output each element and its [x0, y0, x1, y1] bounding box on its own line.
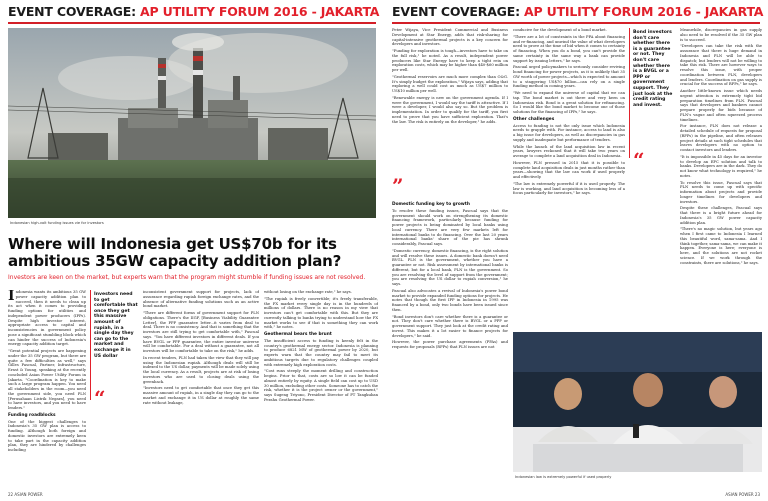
paragraph: While the launch of the land acquisition law in recent years, lawyers reckoned that it will take two years on average to complete a land acquisition deal in Indonesia. [513, 144, 625, 158]
paragraph: To resolve these funding issues, Pascual says that the government should work on strengthening its domestic financing framework, particularly because funding for power projects is being dominated by local banks using local currency. There are very few markets left for international banks to do financing. Over the last 20 years international banks' share of the pie has shrunk considerably, Pascual says. [392, 208, 508, 246]
paragraph: "Geothermal reservoirs are much more complex than O&G. It's simply budget the exploration," Wijaya says, adding that exploring a well could cost as much as US$7 million to US$10 million per well. [392, 74, 508, 93]
paragraph: "There are a lot of constraints in the PPA about financing and re-financing, and unwind the value of what developers need to prove at the time of bid when it comes to certainty of financing. When you do a bond, you can't provide the same certainty in the same way a bank can provide support by issuing letters," he says. [513, 34, 625, 63]
article-standfirst: Investors are keen on the market, but experts warn that the program might stumble if funding issues are not resolved. [8, 274, 366, 281]
paragraph: "It is impossible in 45 days for an investor to develop an EPC solution and talk to banks. Developers are in the dark. They do not know what technology is required," he notes. [680, 154, 762, 178]
article-column-2 [392, 200, 508, 488]
quote-mark-icon: “ [633, 148, 645, 172]
header-prefix: EVENT COVERAGE: [392, 4, 525, 19]
paragraph: Peter Wijaya, Vice President Commercial and Business Development at Star Energy, adds that risk-sharing for capital-intensive geothermal projects is a key concern for developers and investors. [392, 28, 508, 47]
paragraph: "Funding for exploration is tough—investors have to take on the full risk," he noted. As a result, independent power producers like Star Energy have to keep a tight rein on exploration costs, which may be higher than $40-$60 million per well. [392, 49, 508, 72]
article-column-4 [680, 28, 762, 328]
quote-mark-icon: “ [94, 386, 106, 410]
subheading: Other challenges [513, 116, 555, 122]
right-page [384, 0, 768, 501]
paragraph: Another little-known issue which needs urgent attention is extremely tight bid preparation timelines from PLN. Pascual says that developers and bankers cannot prepare properly for bids because of PLN's vague and often squeezed process timelines. [680, 89, 762, 122]
pull-quote: Investors need to get comfortable that once they get this massive amount of rupiah, in a single day they can go to the market and exchange it in US dollar [94, 292, 138, 359]
paragraph: The insufficient access to funding is keenly felt in the country's geothermal energy sector. Indonesia is planning to produce 6821 MW of geothermal power by 2020, but experts warn that the country may fail to meet its ambitious targets due to regulatory challenges coupled with extremely high exploration costs. [264, 338, 378, 367]
panel-discussion-illustration [513, 332, 762, 472]
header-rule [392, 22, 760, 24]
paragraph: For instance, PLN does not release a detailed schedule of requests for proposal (RFPs) in the pipeline, and often releases project details at such tight schedules that leaves developers with no option to contact investors and lenders. [680, 124, 762, 152]
paragraph: "The law is extremely powerful if it is used properly. The law is working, and land acquisition is becoming less of a focus particularly for investors," he says. [513, 181, 625, 196]
paragraph: To resolve this issue, Pascual says that PLN needs to come up with specific information about projects and provide longer timelines for developers and investors. [680, 180, 762, 204]
page-folio: 22 ASIAN POWER [8, 492, 43, 497]
paragraph: "Bond investors don't care whether there is a guarantee or not. They don't care whether there is BVGL or a PPP or government support. They just look at the credit rating and invest. This makes it a lot easier to finance projects for developers," he said. [392, 314, 508, 338]
pull-quote-rule [90, 290, 91, 400]
article-headline: Where will Indonesia get US$70b for its ambitious 35GW capacity addition plan? [8, 235, 342, 270]
header-rule [8, 22, 376, 24]
panel-photo [513, 332, 762, 472]
pull-quote: Bond investors don't care whether there is a guarantee or not. They don't care whether there is a BVGL or a PPP or government support. They just look at the credit rating and invest. [633, 30, 673, 108]
header-prefix: EVENT COVERAGE: [8, 4, 141, 19]
paragraph: "There are different forms of government support for PLN obligations. There's the IIGF, [Business Viability Guarantee Letter], the PPP guarantee letter...it varies from deal to deal. There is no consistency. And that is something that the investors are still trying to get comfortable with," Pascual says. "You have different investors in different deals. If you have BVGL or PPP guarantee, the entire investor universe will be comfortable. For a deal without a guarantee, not all investors will be comfortable to take on the risk," he adds. [143, 311, 259, 353]
page-folio: ASIAN POWER 23 [725, 492, 760, 497]
pull-quote-rule [629, 28, 630, 158]
paragraph: In recent tenders, PLN had taken the view that they will pay using the Indonesian rupiah. Although deals will still be indexed to the US dollar, payments will be made solely using the local currency. As a result, projects are at risk of losing investors who are used to closing deals using the greenback. [143, 355, 259, 384]
subheading: Funding roadblocks [8, 412, 56, 418]
power-plant-illustration [8, 28, 376, 218]
paragraph: without losing on the exchange rate," he says. [264, 290, 352, 294]
paragraph: However, the power purchase agreements (PPAs) and requests for proposals (RFPs) that PLN issues are not [392, 340, 508, 349]
section-header [392, 4, 764, 20]
subheading: Domestic funding key to growth [392, 202, 470, 207]
subheading: Geothermal bears the brunt [264, 332, 332, 337]
quote-mark-icon: ” [392, 174, 404, 198]
paragraph: "Great potential projects are happening under the 35 GW program, but there are quite a few difficulties as well," says Gilles Pascual, Partner, Infrastructure, Ernst & Young, speaking at the recently concluded Asian Power Utility Forum in Jakarta. "Coordination is key to make such a large program happen. You need all stakeholders in the room—you need the government side, you need PLN [Perusahaan Listrik Negara], you need to have investors, and you need to have lenders." [8, 349, 86, 410]
photo-caption: Indonesian high-volt funding issues vie for investors [10, 221, 104, 225]
paragraph: "The rupiah is freely convertible; it's freely transferable, the FX market every single day is in the hundreds of millions of dollars. There is no reason in my view that investors can't get comfortable with this. But they are currently talking to banks trying to understand how the FX market works to see if that is something they can work with," he notes. [264, 296, 378, 330]
article-column-1 [8, 290, 86, 486]
paragraph: "There's no magic solution, but years ago when I first came to Indonesia I learned this beautiful word, sama-sama. And I think together, sama-sama, we can make it happen. Everyone is here; everyone is here, and the solutions are not rocket science. If we work through the constraints, there are solutions," he says. [680, 227, 762, 265]
paragraph: However, PLN pressed in 2015 that it is possible to complete land acquisition deals in just months rather than years—showing that the law can work if used properly and effectively. [513, 160, 625, 179]
header-event: AP UTILITY FORUM 2016 - JAKARTA [140, 4, 380, 19]
paragraph: Pascual also advocates a revival of Indonesia's power bond market to provide expanded funding options for projects. He notes that though the first IPP in Indonesia in 1995 was financed by a bond, only two bonds have been issued since then. [392, 288, 508, 312]
paragraph: "Investors need to get comfortable that once they get this massive amount of rupiah, in a single day they can go to the market and exchange it in US dollar at roughly the same rate without leakage, [143, 386, 259, 405]
drop-cap: I [8, 290, 15, 304]
article-column-2 [143, 290, 259, 486]
paragraph: Access to funding is not the only issue which Indonesia needs to grapple with. For instance, access to land is also a big issue for developers, as well as discrepancies in gas supply and inadequate but performance of tenders. [513, 123, 625, 142]
power-plant-photo [8, 28, 376, 218]
header-event: AP UTILITY FORUM 2016 - JAKARTA [524, 4, 764, 19]
paragraph: Meanwhile, discrepancies in gas supply also need to be resolved if the 35 GW plan is to succeed. [680, 28, 762, 42]
paragraph: One of the biggest challenges to Indonesia's 35 GW plan is access to funding. Although both foreign and domestic investors are extremely keen to take part in the capacity addition plan, they are hindered by challenges including [8, 419, 86, 452]
paragraph: ndonesia wants its ambitious 35 GW power capacity addition plan to succeed, then it needs to clean up its act when it comes to providing funding options for utilities and independent power producers (IPPs). Despite high investor interest, appropriate access to capital and inconsistencies in government policy pose a significant stumbling block which can hinder the success of Indonesia's energy capacity addition target. [8, 290, 86, 347]
paragraph: Pascual urged policymakers to seriously consider reviving bond financing for power projects, as it is unlikely that 35 GW worth of power projects—which is expected to amount to a staggering US$70 billion—can rely on a single funding method in coming years. [513, 65, 625, 89]
paragraph: "Renewable energy is new on the government agenda. If I were the government, I would say the tariff is attractive. If I were a developer, I would also say so. But the problem is implementation. In order to qualify for the tariff, you first need to prove that you have sufficient exploration. That's the law. The risk is entirely on the developer," he adds. [392, 95, 508, 124]
paragraph: "Developers can take the risk with the assurance that there is huge demand in Indonesia and PLN will be able to dispatch; but lenders will not be willing to take this risk. There are however ways to resolve this issue, with proper coordination between PLN, developers and lenders. Coordination on gas supply is crucial for the success of RFPs," he says. [680, 44, 762, 87]
paragraph: "Cost runs steeply the moment drilling and construction begins. Prior to that, costs are so low it can be funded almost entirely by equity. A single field can cost up to USD 30 million, excluding other costs. Someone has to catch the risk, whether it is the project owner or the government," says Sugeng Triyono, President Director of PT Tangkuban Perahu Geothermal Power. [264, 369, 378, 402]
paragraph: "Domestic currency, domestic financing, is the right solution and will resolve these issues. A domestic bank doesn't need BVGL. PLN is the government, whether you have a guarantee or not. Risk assessment by international banks is different, but for a local bank, PLN is the government. So you are resolving the level of support from the government; you are resolving the US dollar to rupiah conversion," he says. [392, 248, 508, 286]
paragraph: inconsistent government support for projects, lack of assurance regarding rupiah foreign exchange rates, and the absence of alternative funding solutions such as an active bond market. [143, 290, 259, 309]
section-header [8, 4, 380, 20]
paragraph: Despite these challenges, Pascual says that there is a bright future ahead for Indonesia's 35 GW power capacity addition plan. [680, 206, 762, 225]
article-column-3 [264, 290, 378, 486]
photo-caption: Indonesian law is extremely powerful if used properly [515, 475, 612, 479]
paragraph: "We need to expand the universe of capital that we can tap. The bond market is out there and very keen on Indonesian risk. Bond is a great solution for refinancing. So I would like the bond market to become one of those solutions for the financing of IPPs," he says. [513, 91, 625, 114]
paragraph: conducive for the development of a bond market. [513, 28, 607, 32]
